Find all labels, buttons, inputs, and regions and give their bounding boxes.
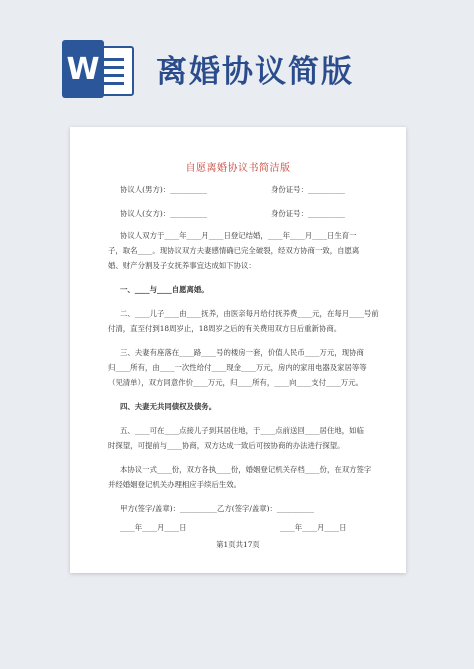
party-female-id: 身份证号：__________ (271, 209, 345, 218)
document-title: 自愿离婚协议书简洁版 (185, 163, 291, 174)
banner-title: 离婚协议简版 (156, 54, 354, 90)
paragraph-line: 并经婚姻登记机关办理相应手续后生效。 (108, 480, 242, 489)
paragraph-line: 婚、财产分割及子女抚养事宜达成如下协议： (108, 261, 256, 270)
paragraph-line: （见清单），双方同意作价____万元，归____所有，____向____支付____万元。 (108, 378, 363, 387)
paragraph-line: 三、夫妻有座落在____路____号的楼房一套，价值人民币____万元，现协商 (120, 348, 364, 357)
paragraph-line: 归____所有，由____一次性给付____现金____万元，房内的家用电器及家居等等 (108, 363, 367, 372)
paragraph-line: 五、____可在____点接儿子到其居住地，于____点前送回____居住地，如临 (120, 426, 364, 435)
clause-one: 一、____与____自愿离婚。 (120, 285, 209, 294)
page-footer: 第1页共17页 (216, 540, 260, 549)
document-page (70, 127, 406, 573)
date-left: ____年____月____日 (120, 523, 187, 532)
party-male-name: 协议人(男方)：__________ (120, 185, 208, 194)
party-female-name: 协议人(女方)：__________ (120, 209, 208, 218)
banner (0, 0, 474, 120)
paragraph-line: 协议人双方于____年____月____日登记结婚，____年____月____日生育一 (120, 231, 357, 240)
paragraph-line: 子，取名____。现协议双方夫妻感情确已完全破裂，经双方协商一致，自愿离 (108, 246, 360, 255)
date-right: ____年____月____日 (280, 523, 347, 532)
paragraph-line: 二、____儿子____由____抚养，由医亲每月给付抚养费____元，在每月____号前 (120, 309, 379, 318)
signature-line: 甲方(签字/盖章)：__________乙方(签字/盖章)：__________ (120, 504, 314, 513)
clause-four: 四、夫妻无共同债权及债务。 (120, 402, 217, 411)
word-icon: W (62, 40, 132, 98)
party-male-id: 身份证号：__________ (271, 185, 345, 194)
paragraph-line: 时探望，可提前与____协商，双方达成一致后可按协商的办法进行探望。 (108, 441, 345, 450)
paragraph-line: 付清，直至付到18周岁止，18周岁之后的有关费用双方日后重新协商。 (108, 324, 342, 333)
paragraph-line: 本协议一式____份，双方各执____份，婚姻登记机关存档____份，在双方签字 (120, 465, 372, 474)
